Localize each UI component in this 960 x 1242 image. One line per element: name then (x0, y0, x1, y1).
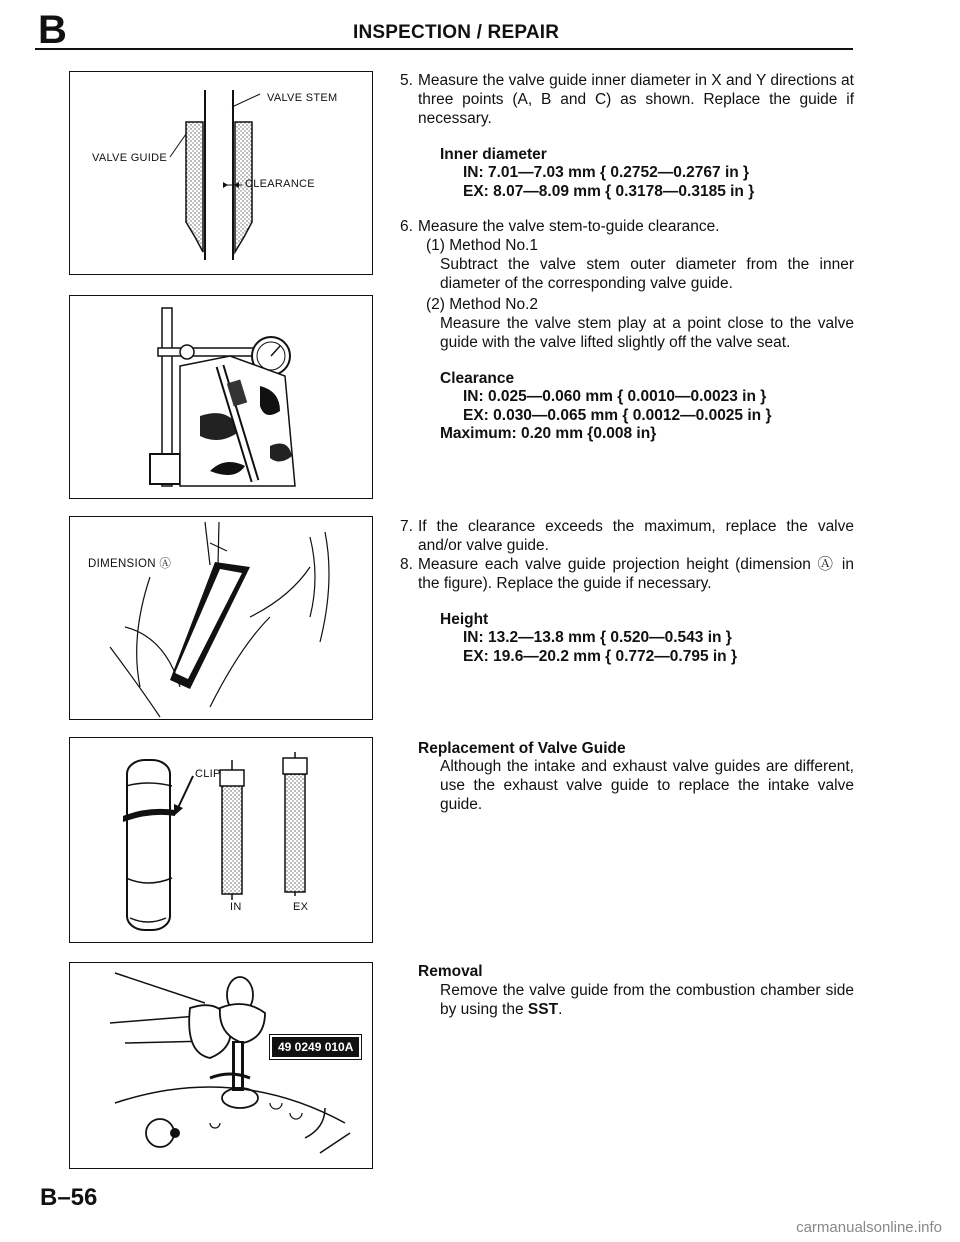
removal-text-end: . (558, 1001, 563, 1018)
clearance-heading: Clearance (440, 370, 515, 387)
label-valve-guide: VALVE GUIDE (92, 152, 168, 164)
step-7-text: If the clearance exceeds the maximum, replace the valve and/or valve guide. (418, 518, 854, 554)
clearance-ex: EX: 0.030—0.065 mm { 0.0012—0.0025 in } (463, 407, 772, 424)
step-6-text: Measure the valve stem-to-guide clearance. (418, 218, 720, 235)
label-clearance: CLEARANCE (245, 178, 315, 190)
clearance-in: IN: 0.025—0.060 mm { 0.0010—0.0023 in } (463, 388, 767, 405)
height-heading: Height (440, 611, 489, 628)
method-2-label: (2) Method No.2 (426, 296, 538, 313)
figure-valve-guides-clip (69, 737, 373, 943)
removal-text-main: Remove the valve guide from the combustion chamber side by using the (440, 982, 854, 1018)
removal-sst-drawing (70, 963, 372, 1168)
step-8-text: Measure each valve guide projection height (dimension Ⓐ in the figure). Replace the guide if necessary. (418, 556, 854, 592)
figure-removal-sst (69, 962, 373, 1169)
dial-gauge-drawing (70, 296, 372, 498)
removal-text (440, 981, 854, 1019)
label-clip: CLIP (195, 768, 221, 780)
label-valve-stem: VALVE STEM (267, 92, 338, 104)
step-8-number: 8. (400, 556, 413, 573)
label-dimension-a: DIMENSION Ⓐ (88, 558, 172, 570)
clearance-maximum: Maximum: 0.20 mm {0.008 in} (440, 425, 657, 442)
inner-diameter-ex: EX: 8.07—8.09 mm { 0.3178—0.3185 in } (463, 183, 755, 200)
step-5-text: Measure the valve guide inner diameter in X and Y directions at three points (A, B and C) as shown. Replace the guide if necessary. (418, 72, 854, 127)
figure-projection-height (69, 516, 373, 720)
projection-height-drawing (70, 517, 372, 719)
step-7-number: 7. (400, 518, 413, 535)
replacement-heading: Replacement of Valve Guide (418, 740, 626, 757)
inner-diameter-in: IN: 7.01—7.03 mm { 0.2752—0.2767 in } (463, 164, 750, 181)
replacement-text: Although the intake and exhaust valve guides are different, use the exhaust valve guide to replace the intake valve guide. (440, 758, 854, 813)
label-ex: EX (293, 901, 309, 913)
figure-valve-guide-diameter (69, 71, 373, 275)
sst-part-number-tag: 49 0249 010A (270, 1035, 361, 1059)
method-1-text: Subtract the valve stem outer diameter from the inner diameter of the corresponding valve guide. (440, 256, 854, 292)
method-1-label: (1) Method No.1 (426, 237, 538, 254)
height-ex: EX: 19.6—20.2 mm { 0.772—0.795 in } (463, 648, 737, 665)
watermark: carmanualsonline.info (796, 1219, 942, 1236)
label-in: IN (230, 901, 242, 913)
valve-guides-clip-drawing (70, 738, 372, 942)
inner-diameter-heading: Inner diameter (440, 146, 547, 163)
page-title: INSPECTION / REPAIR (353, 22, 560, 43)
removal-heading: Removal (418, 963, 483, 980)
step-5-number: 5. (400, 72, 413, 89)
header-rule (35, 48, 853, 50)
figure-dial-gauge (69, 295, 373, 499)
method-2-text: Measure the valve stem play at a point close to the valve guide with the valve lifted slightly off the valve seat. (440, 315, 854, 351)
step-6-number: 6. (400, 218, 413, 235)
section-letter: B (38, 8, 67, 52)
removal-sst-word: SST (527, 1001, 559, 1018)
height-in: IN: 13.2—13.8 mm { 0.520—0.543 in } (463, 629, 732, 646)
page-number: B–56 (40, 1184, 98, 1211)
